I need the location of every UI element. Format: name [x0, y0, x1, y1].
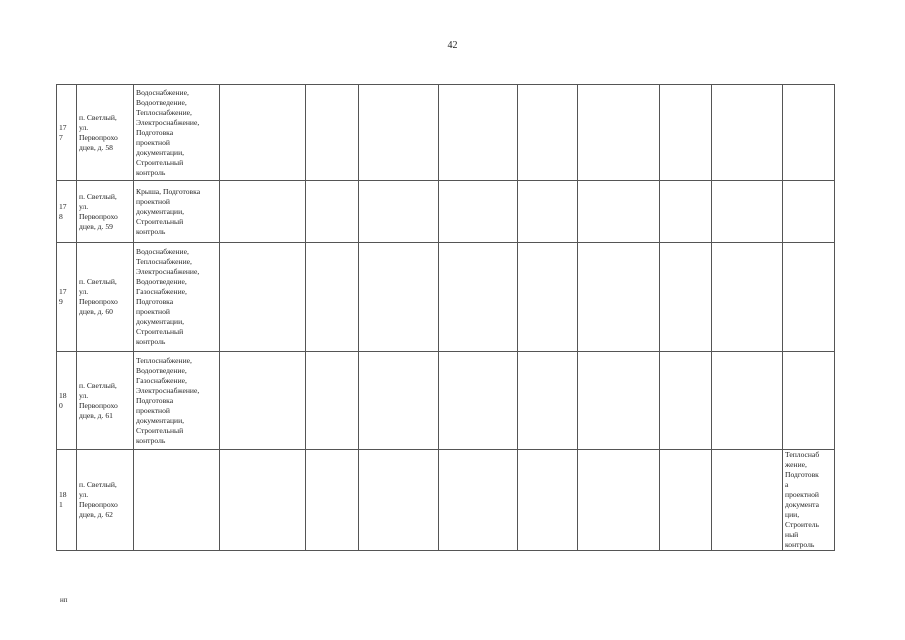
empty-cell: [359, 450, 439, 551]
empty-cell: [578, 85, 660, 181]
empty-cell: [712, 352, 783, 450]
empty-cell: [712, 181, 783, 243]
empty-cell: [518, 85, 578, 181]
empty-cell: [439, 85, 518, 181]
empty-cell: [660, 181, 712, 243]
address-cell: п. Светлый, ул. Первопрохо дцев, д. 62: [77, 450, 134, 551]
empty-cell: [220, 352, 306, 450]
empty-cell: [578, 243, 660, 352]
address-cell: п. Светлый, ул. Первопрохо дцев, д. 61: [77, 352, 134, 450]
empty-cell: [359, 352, 439, 450]
works-cell: Водоснабжение, Водоотведение, Теплоснабжение, Электроснабжение, Подготовка проектной документации, Строительный контроль: [134, 85, 220, 181]
empty-cell: [578, 450, 660, 551]
last-column-cell: [783, 85, 835, 181]
empty-cell: [518, 181, 578, 243]
empty-cell: [439, 450, 518, 551]
last-column-cell: [783, 181, 835, 243]
empty-cell: [518, 450, 578, 551]
empty-cell: [306, 85, 359, 181]
empty-cell: [220, 450, 306, 551]
table-row: [57, 352, 835, 450]
empty-cell: [712, 243, 783, 352]
row-number-cell: 17 9: [57, 243, 77, 352]
empty-cell: [306, 181, 359, 243]
empty-cell: [359, 243, 439, 352]
row-number-cell: 17 7: [57, 85, 77, 181]
address-cell: п. Светлый, ул. Первопрохо дцев, д. 58: [77, 85, 134, 181]
footer-mark: нп: [60, 596, 68, 604]
empty-cell: [439, 243, 518, 352]
works-cell: Водоснабжение, Теплоснабжение, Электроснабжение, Водоотведение, Газоснабжение, Подготовка проектной документации, Строительный контроль: [134, 243, 220, 352]
empty-cell: [439, 352, 518, 450]
empty-cell: [518, 243, 578, 352]
empty-cell: [306, 352, 359, 450]
address-cell: п. Светлый, ул. Первопрохо дцев, д. 60: [77, 243, 134, 352]
last-column-cell: Теплоснаб жение, Подготовк а проектной документа ции, Строитель ный контроль: [783, 450, 835, 551]
table-row: [57, 450, 835, 551]
empty-cell: [220, 85, 306, 181]
table-row: [57, 85, 835, 181]
empty-cell: [660, 352, 712, 450]
empty-cell: [220, 181, 306, 243]
empty-cell: [578, 181, 660, 243]
empty-cell: [660, 450, 712, 551]
empty-cell: [518, 352, 578, 450]
page-number: 42: [447, 40, 458, 51]
row-number-cell: 17 8: [57, 181, 77, 243]
empty-cell: [712, 450, 783, 551]
works-cell: Крыша, Подготовка проектной документации, Строительный контроль: [134, 181, 220, 243]
table-row: [57, 181, 835, 243]
empty-cell: [660, 85, 712, 181]
table-row: [57, 243, 835, 352]
works-cell: [134, 450, 220, 551]
row-number-cell: 18 1: [57, 450, 77, 551]
empty-cell: [439, 181, 518, 243]
empty-cell: [306, 450, 359, 551]
empty-cell: [712, 85, 783, 181]
empty-cell: [306, 243, 359, 352]
last-column-cell: [783, 352, 835, 450]
empty-cell: [359, 181, 439, 243]
last-column-cell: [783, 243, 835, 352]
empty-cell: [578, 352, 660, 450]
empty-cell: [359, 85, 439, 181]
works-table: [56, 84, 835, 551]
empty-cell: [660, 243, 712, 352]
empty-cell: [220, 243, 306, 352]
works-cell: Теплоснабжение, Водоотведение, Газоснабжение, Электроснабжение, Подготовка проектной документации, Строительный контроль: [134, 352, 220, 450]
row-number-cell: 18 0: [57, 352, 77, 450]
address-cell: п. Светлый, ул. Первопрохо дцев, д. 59: [77, 181, 134, 243]
